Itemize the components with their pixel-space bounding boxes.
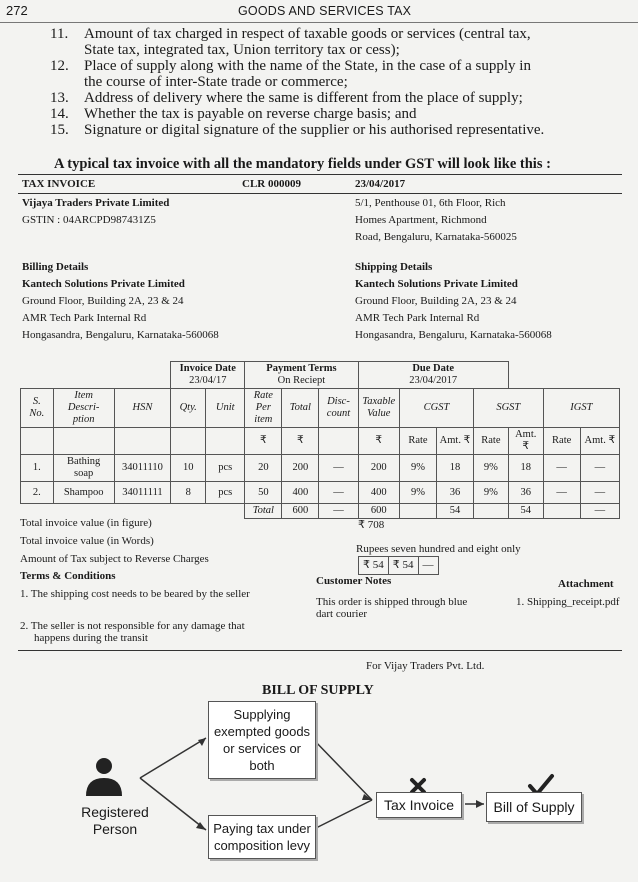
header-rule [0, 22, 638, 23]
address-line: Homes Apartment, Richmond [355, 214, 487, 226]
requirements-list [22, 26, 634, 138]
diagram-connectors [0, 700, 638, 882]
total-words-value: Rupees seven hundred and eight only [356, 543, 521, 555]
terms-heading: Terms & Conditions [20, 570, 116, 582]
list-item [22, 58, 634, 90]
list-number: 13. [50, 90, 69, 106]
list-number: 11. [50, 26, 69, 42]
arrow-composition-to-tax-invoice [312, 800, 372, 830]
col-hsn: HSN [114, 389, 171, 428]
sub-amount: Amt. ₹ [436, 428, 473, 455]
rupee-symbol: ₹ [358, 428, 399, 455]
billing-line: AMR Tech Park Internal Rd [22, 312, 147, 324]
person-icon [86, 758, 122, 796]
tax-invoice-box: Tax Invoice [376, 792, 462, 818]
cross-mark-icon [412, 780, 424, 792]
list-item [22, 106, 634, 122]
billing-heading: Billing Details [22, 261, 89, 273]
table-row: 2. Shampoo 34011111 8 pcs 50 400 — 400 9% 36 9% 36 — — [21, 482, 620, 504]
bill-of-supply-title: BILL OF SUPPLY [262, 683, 374, 698]
col-discount: Disc- count [319, 389, 358, 428]
col-qty: Qty. [171, 389, 206, 428]
table-row: 1. Bathing soap 34011110 10 pcs 20 200 — 200 9% 18 9% 18 — — [21, 455, 620, 482]
reverse-charge-values: ₹ 54 ₹ 54 — [358, 556, 438, 575]
sub-rate: Rate [473, 428, 508, 455]
due-date-cell: Due Date 23/04/2017 [358, 362, 508, 389]
list-number: 12. [50, 58, 69, 74]
billing-line: Hongasandra, Bengaluru, Karnataka-560068 [22, 329, 219, 341]
invoice-title-rule [18, 193, 622, 194]
customer-notes-heading: Customer Notes [316, 575, 392, 587]
seller-gstin: GSTIN : 04ARCPD987431Z5 [22, 214, 156, 226]
col-igst: IGST [543, 389, 619, 428]
table-totals-row: Total 600 — 600 54 54 — [21, 504, 620, 519]
list-text: Address of delivery where the same is different from the place of supply; [84, 90, 523, 106]
invoice-items-table [20, 361, 620, 519]
customer-notes-line: This order is shipped through blue [316, 596, 468, 608]
list-text: State tax, integrated tax, Union territory tax or cess); [84, 42, 400, 58]
list-number: 14. [50, 106, 69, 122]
list-number: 15. [50, 122, 69, 138]
col-sno: S. No. [21, 389, 54, 428]
list-item [22, 90, 634, 106]
composition-levy-box: Paying tax under composition levy [208, 815, 316, 859]
bill-of-supply-box: Bill of Supply [486, 792, 582, 822]
terms-item: 1. The shipping cost needs to be beared by the seller [20, 588, 250, 600]
sub-amount: Amt. ₹ [580, 428, 619, 455]
col-total: Total [282, 389, 319, 428]
total-figure-value: ₹ 708 [358, 519, 385, 531]
sub-rate: Rate [543, 428, 580, 455]
invoice-top-rule [18, 174, 622, 175]
total-words-label: Total invoice value (in Words) [20, 535, 154, 547]
reverse-charge-label: Amount of Tax subject to Reverse Charges [20, 553, 209, 565]
seller-name: Vijaya Traders Private Limited [22, 197, 170, 209]
signoff: For Vijay Traders Pvt. Ltd. [366, 660, 485, 672]
intro-sentence: A typical tax invoice with all the mandatory fields under GST will look like this : [54, 156, 551, 172]
col-item: Item Descri- ption [53, 389, 114, 428]
rupee-symbol: ₹ [245, 428, 282, 455]
attachment-heading: Attachment [558, 578, 614, 590]
list-text: Amount of tax charged in respect of taxable goods or services (central tax, [84, 26, 531, 42]
rupee-symbol: ₹ [282, 428, 319, 455]
address-line: 5/1, Penthouse 01, 6th Floor, Rich [355, 197, 506, 209]
page-number: 272 [6, 3, 28, 18]
terms-item: happens during the transit [34, 632, 148, 644]
attachment-file: 1. Shipping_receipt.pdf [516, 596, 620, 608]
invoice-clr: CLR 000009 [242, 178, 301, 190]
col-taxable: Taxable Value [358, 389, 399, 428]
address-line: Road, Bengaluru, Karnataka-560025 [355, 231, 517, 243]
arrow-exempt-to-tax-invoice [312, 738, 372, 800]
invoice-title: TAX INVOICE [22, 178, 96, 190]
arrow-head [476, 800, 484, 808]
running-head: GOODS AND SERVICES TAX [238, 4, 412, 18]
billing-details [22, 259, 342, 344]
customer-notes-line: dart courier [316, 608, 367, 620]
arrow-to-exempt [140, 738, 206, 778]
seller-address [355, 195, 595, 246]
shipping-heading: Shipping Details [355, 261, 433, 273]
col-rate: Rate Per item [245, 389, 282, 428]
invoice-date: 23/04/2017 [355, 178, 406, 190]
list-text: Place of supply along with the name of the State, in the case of a supply in [84, 58, 531, 74]
shipping-details [355, 259, 620, 344]
billing-name: Kantech Solutions Private Limited [22, 278, 185, 290]
sub-rate: Rate [399, 428, 436, 455]
shipping-name: Kantech Solutions Private Limited [355, 278, 518, 290]
table-subheader-row [21, 428, 620, 455]
list-item [22, 122, 634, 138]
registered-person-label: Registered Person [81, 804, 149, 837]
sub-amount: Amt. ₹ [508, 428, 543, 455]
invoice-date-cell: Invoice Date 23/04/17 [171, 362, 245, 389]
list-text: the course of inter-State trade or commerce; [84, 74, 348, 90]
terms-item: 2. The seller is not responsible for any damage that [20, 620, 245, 632]
list-text: Signature or digital signature of the supplier or his authorised representative. [84, 122, 545, 138]
shipping-line: Hongasandra, Bengaluru, Karnataka-560068 [355, 329, 552, 341]
table-header-row [21, 389, 620, 428]
list-text: Whether the tax is payable on reverse charge basis; and [84, 106, 417, 122]
shipping-line: AMR Tech Park Internal Rd [355, 312, 480, 324]
billing-line: Ground Floor, Building 2A, 23 & 24 [22, 295, 184, 307]
list-item [22, 26, 634, 58]
exempt-supply-box: Supplying exempted goods or services or both [208, 701, 316, 779]
col-unit: Unit [206, 389, 245, 428]
table-meta-row [21, 362, 620, 389]
payment-terms-cell: Payment Terms On Reciept [245, 362, 358, 389]
col-sgst: SGST [473, 389, 543, 428]
shipping-line: Ground Floor, Building 2A, 23 & 24 [355, 295, 517, 307]
col-cgst: CGST [399, 389, 473, 428]
total-figure-label: Total invoice value (in figure) [20, 517, 152, 529]
invoice-bottom-rule [18, 650, 622, 651]
